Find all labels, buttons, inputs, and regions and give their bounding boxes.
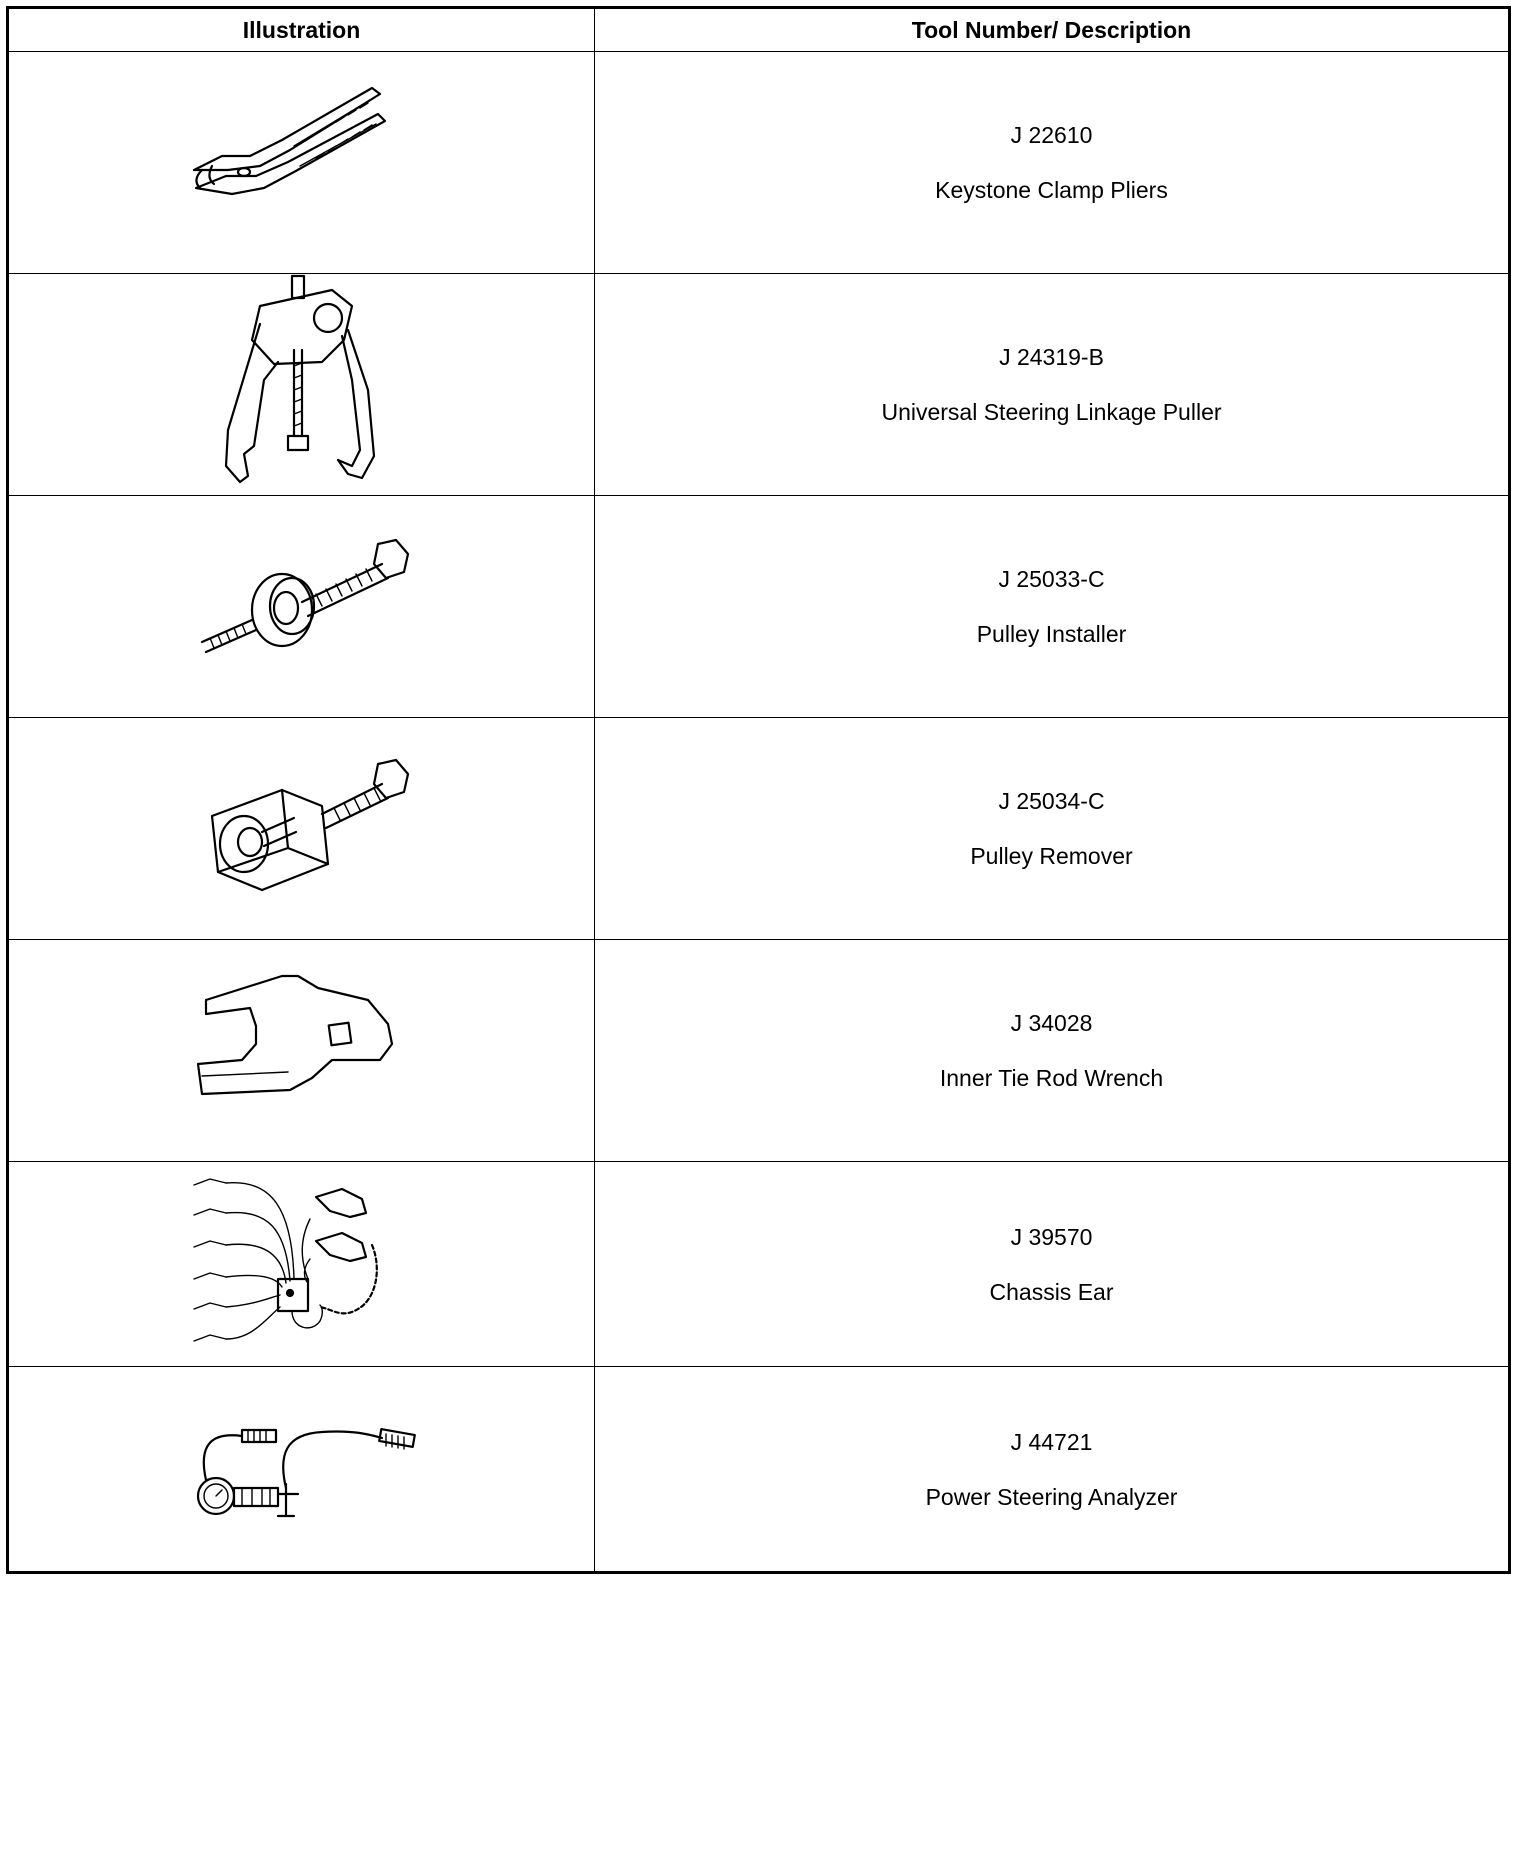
illustration-cell [9, 1367, 595, 1571]
table-header-row [9, 9, 1508, 51]
tool-description: Keystone Clamp Pliers [935, 177, 1168, 203]
tool-description: Pulley Remover [970, 843, 1133, 869]
illustration-cell [9, 1162, 595, 1366]
illustration-cell [9, 718, 595, 939]
table-row [9, 1366, 1508, 1571]
header-tool-number-description: Tool Number/ Description [911, 16, 1192, 43]
tool-number: J 34028 [1010, 1010, 1093, 1036]
tie-rod-wrench-icon [182, 936, 422, 1166]
description-cell [595, 1367, 1508, 1571]
header-illustration-cell [9, 9, 595, 51]
illustration-cell [9, 274, 595, 495]
keystone-clamp-pliers-icon [182, 48, 422, 278]
description-cell [595, 52, 1508, 273]
tool-description: Chassis Ear [989, 1278, 1114, 1305]
chassis-ear-icon [182, 1149, 422, 1379]
tool-number: J 22610 [1010, 122, 1093, 148]
pulley-installer-icon [182, 492, 422, 722]
description-cell [595, 1162, 1508, 1366]
description-cell [595, 496, 1508, 717]
description-cell [595, 940, 1508, 1161]
table-row [9, 939, 1508, 1161]
power-steering-analyzer-icon [182, 1354, 422, 1584]
illustration-cell [9, 52, 595, 273]
table-row [9, 717, 1508, 939]
tool-number: J 25034-C [998, 788, 1105, 814]
header-description-cell [595, 9, 1508, 51]
table-row [9, 273, 1508, 495]
tool-description: Inner Tie Rod Wrench [939, 1065, 1164, 1091]
tool-description: Pulley Installer [976, 621, 1127, 647]
tool-description: Universal Steering Linkage Puller [881, 399, 1222, 425]
tool-number: J 25033-C [998, 566, 1105, 592]
pulley-remover-icon [182, 714, 422, 944]
table-row [9, 495, 1508, 717]
tool-description: Power Steering Analyzer [925, 1483, 1178, 1510]
illustration-cell [9, 940, 595, 1161]
table-row [9, 51, 1508, 273]
table-row [9, 1161, 1508, 1366]
description-cell [595, 274, 1508, 495]
header-illustration: Illustration [242, 16, 361, 43]
tool-number: J 44721 [1010, 1428, 1093, 1455]
tool-number: J 39570 [1010, 1223, 1093, 1250]
special-tools-table [6, 6, 1511, 1574]
illustration-cell [9, 496, 595, 717]
tool-number: J 24319-B [999, 344, 1104, 370]
steering-linkage-puller-icon [182, 270, 422, 500]
description-cell [595, 718, 1508, 939]
